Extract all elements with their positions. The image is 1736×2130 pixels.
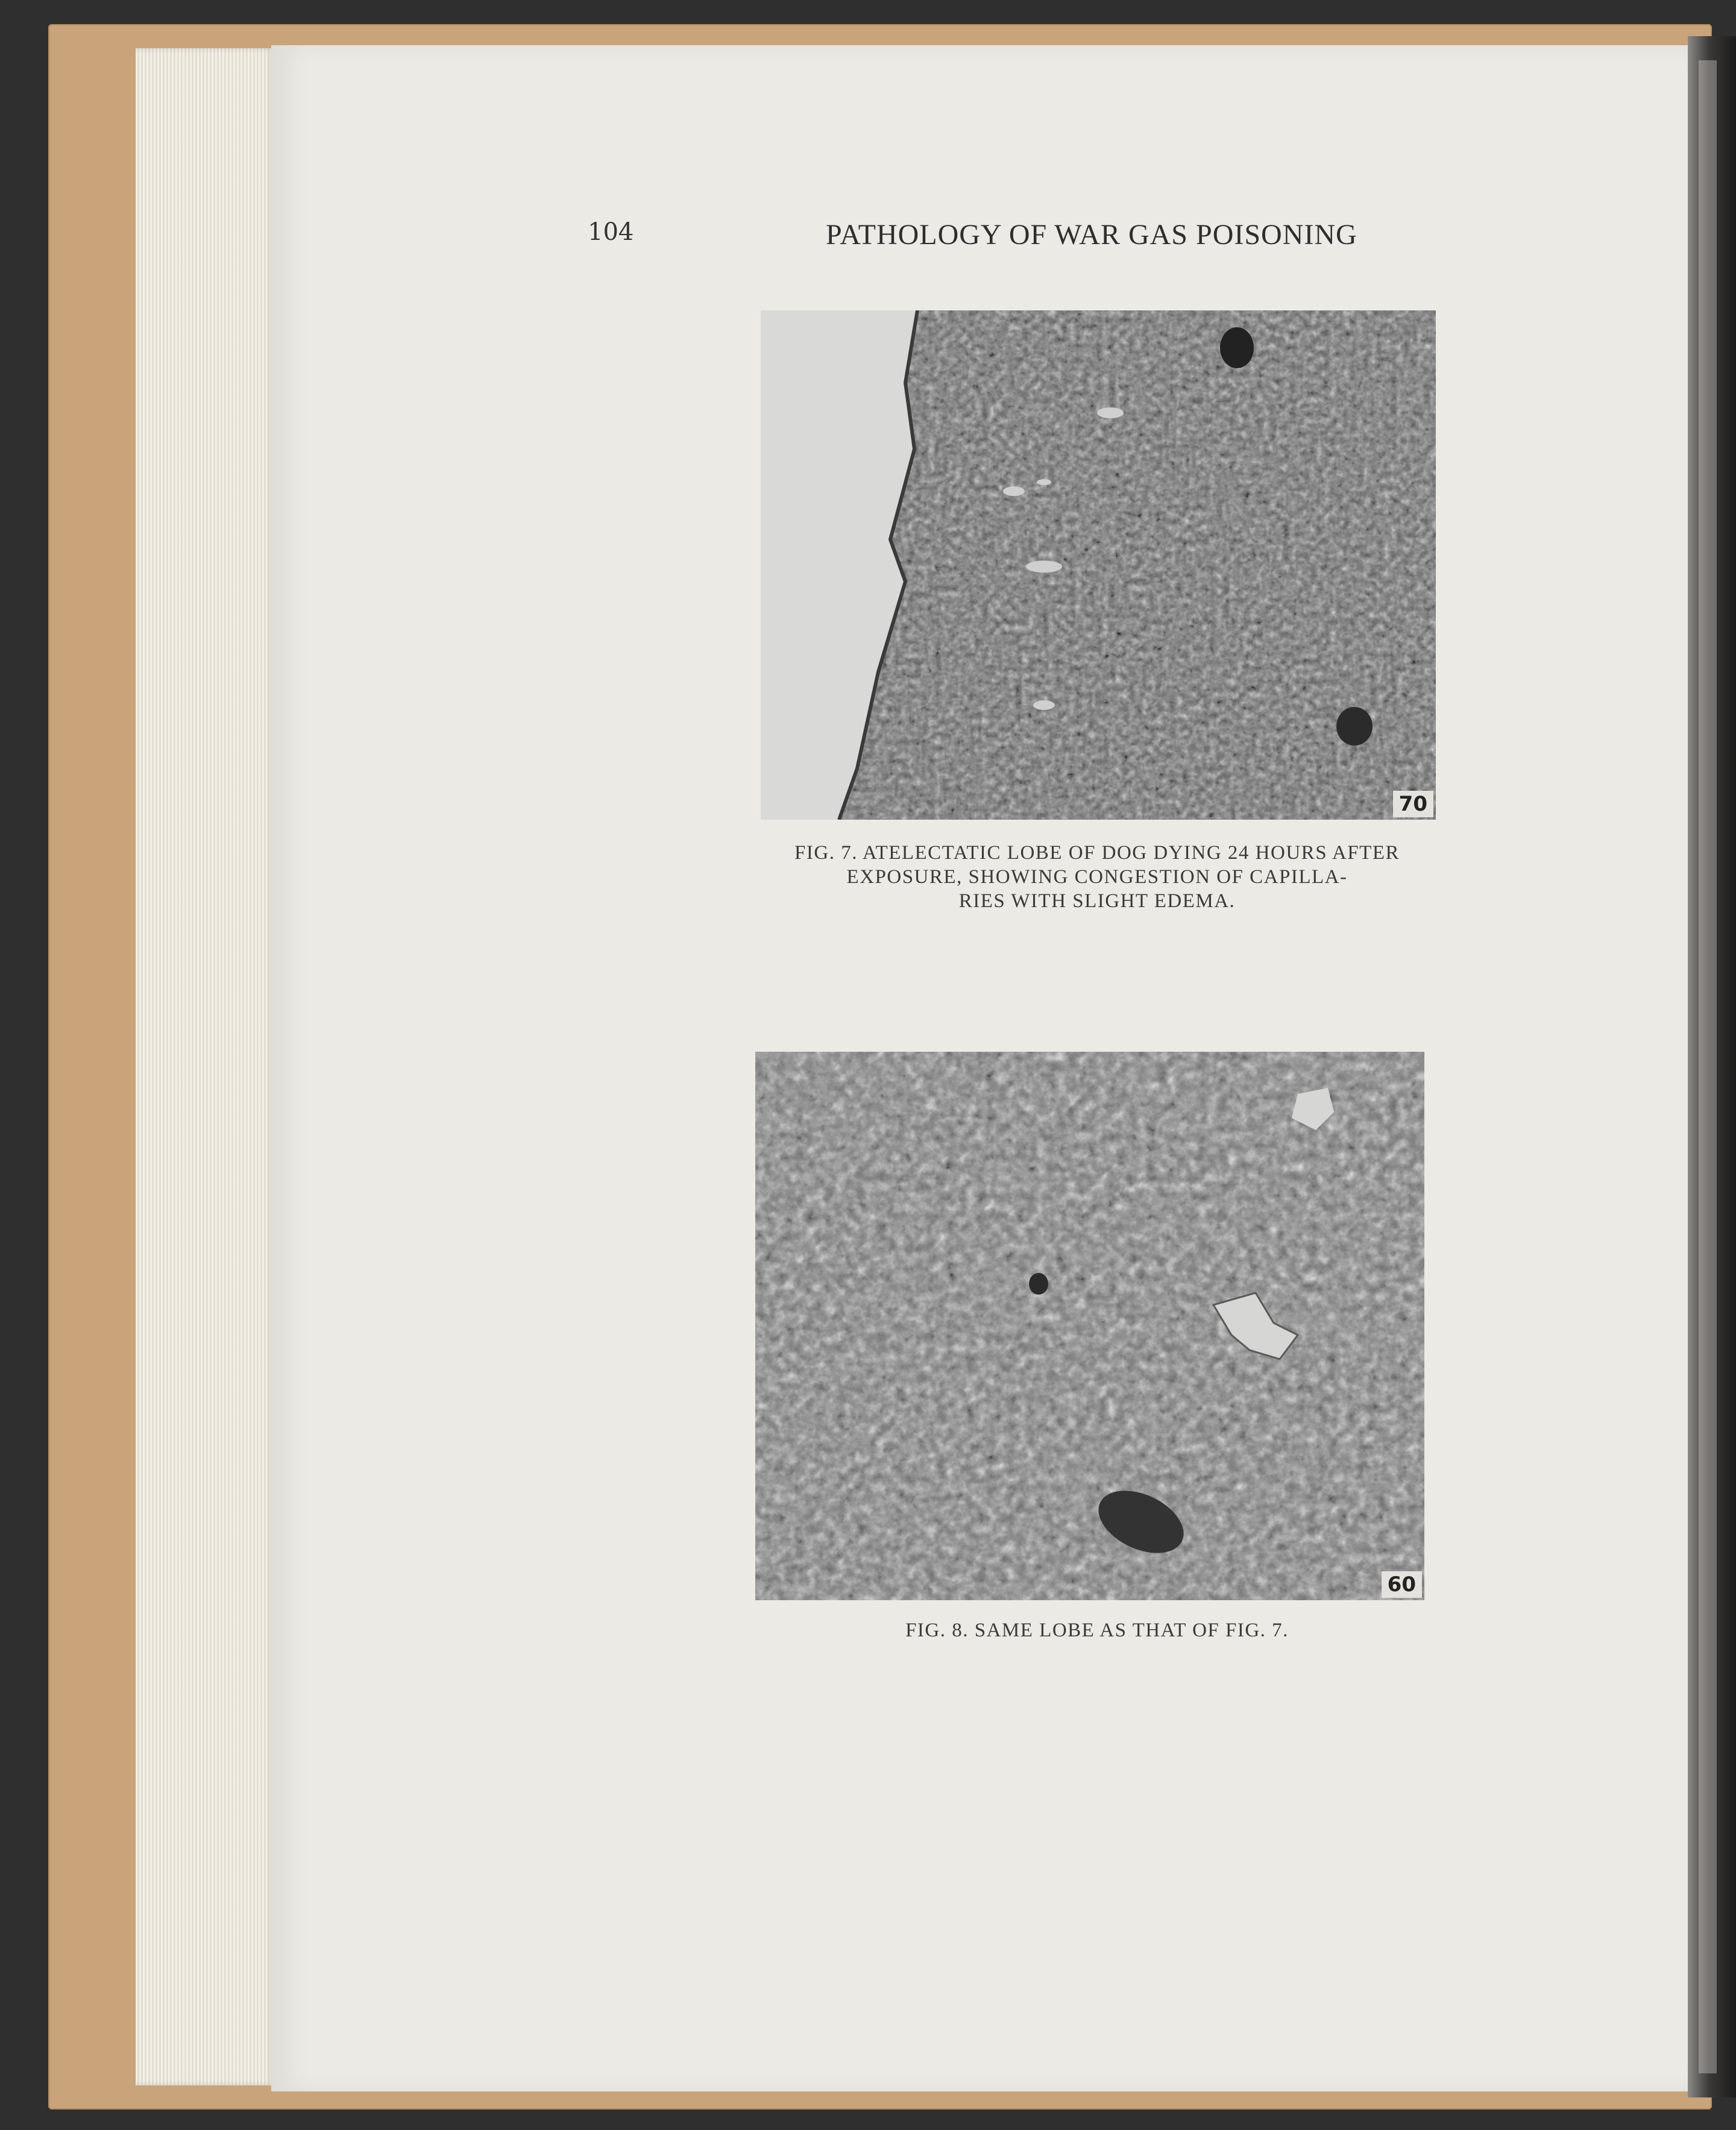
magnification-label: 60 (1382, 1571, 1422, 1598)
caption-line: FIG. 8. SAME LOBE AS THAT OF FIG. 7. (905, 1619, 1289, 1641)
figure-8-caption (753, 1618, 1441, 1642)
page-edges (136, 48, 274, 2085)
figure-7-micrograph (761, 310, 1436, 820)
micrograph-texture (761, 310, 1436, 820)
caption-line: EXPOSURE, SHOWING CONGESTION OF CAPILLA- (846, 866, 1348, 888)
magnification-label: 70 (1393, 791, 1433, 817)
next-page-edge (1699, 60, 1717, 2073)
micrograph-texture (755, 1052, 1424, 1600)
figure-8-micrograph (755, 1052, 1424, 1600)
caption-line: RIES WITH SLIGHT EDEMA. (958, 890, 1236, 912)
figure-7-caption (753, 841, 1441, 913)
running-head: PATHOLOGY OF WAR GAS POISONING (826, 219, 1357, 251)
page-number: 104 (588, 218, 634, 246)
caption-line: FIG. 7. ATELECTATIC LOBE OF DOG DYING 24 HOURS AFTER (794, 842, 1400, 864)
